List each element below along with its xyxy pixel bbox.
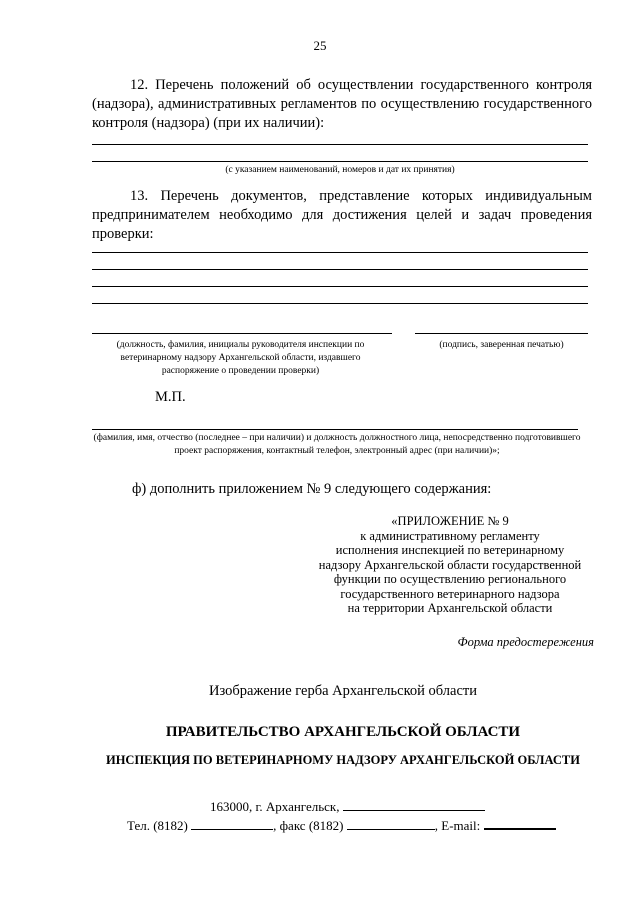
- item-13-line-1: [92, 252, 588, 253]
- item-13-line-4: [92, 303, 588, 304]
- item-13-line-3: [92, 286, 588, 287]
- signature-caption: (подпись, заверенная печатью): [439, 340, 564, 350]
- appendix-block: [305, 514, 595, 616]
- email-blank: [484, 817, 556, 830]
- government-title: ПРАВИТЕЛЬСТВО АРХАНГЕЛЬСКОЙ ОБЛАСТИ: [165, 724, 521, 740]
- appendix-line-4: надзору Архангельской области государственной: [318, 557, 582, 572]
- head-caption: (должность, фамилия, инициалы руководителя инспекции по ветеринарному надзору Архангельской области, издавшего распоряжение о проведении проверки): [116, 340, 365, 376]
- email-label: , E-mail:: [434, 818, 481, 833]
- item-f-text: ф) дополнить приложением № 9 следующего содержания:: [132, 481, 492, 497]
- appendix-line-6: государственного ветеринарного надзора: [340, 586, 560, 601]
- inspection-title: ИНСПЕКЦИЯ ПО ВЕТЕРИНАРНОМУ НАДЗОРУ АРХАНГЕЛЬСКОЙ ОБЛАСТИ: [105, 753, 580, 767]
- page-number: 25: [313, 38, 327, 53]
- item-12-line-1: [92, 144, 588, 145]
- address-blank: [343, 799, 485, 811]
- item-12-text: 12. Перечень положений об осуществлении государственного контроля (надзора), административных регламентов по осуществлению государственного контроля (надзора) (при их наличии):: [92, 77, 592, 131]
- head-signature-line: [92, 333, 392, 334]
- preparer-caption: (фамилия, имя, отчество (последнее – при наличии) и должность должностного лица, непосредственно подготовившего проект распоряжения, контактный телефон, электронный адрес (при наличии)»;: [93, 433, 581, 456]
- item-12-line-2: [92, 161, 588, 162]
- item-13-text: 13. Перечень документов, представление которых индивидуальным предпринимателем необходимо для достижения целей и задач проведения проверки:: [92, 188, 592, 242]
- appendix-line-1: «ПРИЛОЖЕНИЕ № 9: [391, 514, 509, 528]
- preparer-line: [92, 429, 578, 430]
- signature-line: [415, 333, 588, 334]
- item-13-line-2: [92, 269, 588, 270]
- seal-label: М.П.: [155, 389, 186, 405]
- address-line: [210, 799, 485, 815]
- appendix-line-7: на территории Архангельской области: [347, 601, 553, 615]
- fax-label: , факс (8182): [273, 818, 344, 833]
- fax-blank: [347, 818, 435, 830]
- contacts-line: [127, 817, 556, 834]
- tel-label: Тел. (8182): [127, 818, 188, 833]
- appendix-line-3: исполнения инспекцией по ветеринарному: [335, 543, 565, 557]
- emblem-placeholder: Изображение герба Архангельской области: [208, 683, 478, 699]
- item-12-caption: (с указанием наименований, номеров и дат их принятия): [225, 165, 455, 175]
- tel-blank: [191, 818, 273, 830]
- appendix-line-5: функции по осуществлению регионального: [333, 572, 567, 586]
- address-city: 163000, г. Архангельск,: [210, 799, 340, 814]
- appendix-line-2: к административному регламенту: [360, 528, 540, 543]
- form-label: Форма предостережения: [457, 635, 594, 649]
